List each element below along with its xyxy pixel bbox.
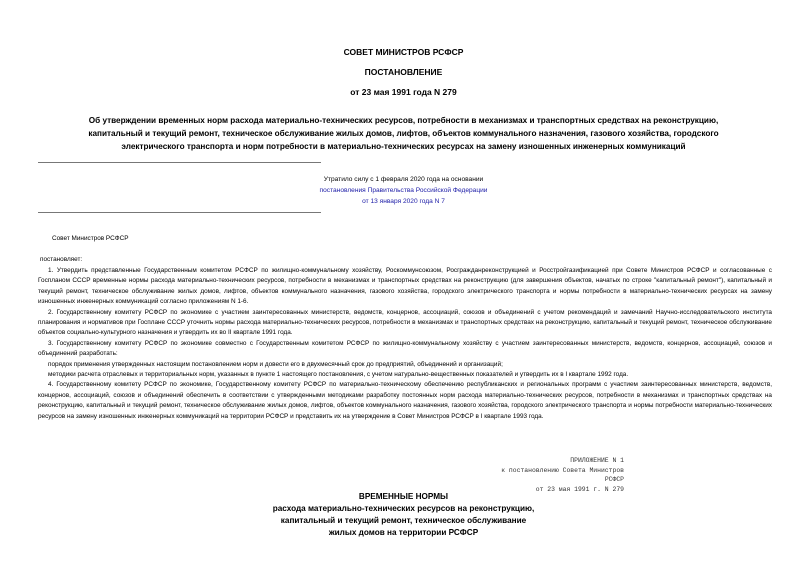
decrees-word: постановляет: xyxy=(40,256,83,263)
issuer: Совет Министров РСФСР xyxy=(52,235,129,242)
paragraph-3a: порядок применения утвержденных настоящим постановлением норм и довести его в двухмесячный срок до предприятий, объединений и организаций; xyxy=(48,360,503,368)
appendix-ref-line: РСФСР xyxy=(604,476,624,484)
status-note xyxy=(0,174,807,207)
council-heading: СОВЕТ МИНИСТРОВ РСФСР xyxy=(343,47,464,57)
doc-type-heading: ПОСТАНОВЛЕНИЕ xyxy=(364,67,443,77)
appendix-title-line: расхода материально-технических ресурсов на реконструкцию, xyxy=(272,504,535,513)
paragraph-3b: методики расчета отраслевых и территориальных норм, указанных в пункте 1 настоящего постановления, с учетом натурально-вещественных показателей и утвердить их в I квартале 1992 года. xyxy=(48,371,629,379)
appendix-title-line: капитальный и текущий ремонт, техническое обслуживание xyxy=(280,516,527,525)
appendix-reference xyxy=(470,456,624,494)
paragraph-3: 3. Государственному комитету РСФСР по экономике совместно с Государственным комитетом РСФСР по жилищно-коммунальному хозяйству с участием заинтересованных министерств, ведомств, концернов, ассоциаций, союзов и объединений разработать: xyxy=(38,339,772,358)
appendix-ref-line: от 23 мая 1991 г. N 279 xyxy=(535,485,624,493)
appendix-title-line: жилых домов на территории РСФСР xyxy=(328,528,479,537)
divider-bottom xyxy=(38,212,321,213)
appendix-title-heading: ВРЕМЕННЫЕ НОРМЫ xyxy=(358,492,449,501)
divider-top xyxy=(38,162,321,163)
repeal-link[interactable]: постановления Правительства Российской Федерации xyxy=(319,187,488,194)
appendix-ref-line: к постановлению Совета Министров xyxy=(501,466,624,474)
paragraph-4: 4. Государственному комитету РСФСР по экономике, Государственному комитету РСФСР по материально-техническому обеспечению республиканских и региональных программ с участием заинтересованных министерств, ведомств, концернов, ассоциаций, союзов и объединений обеспечить в соответствии с утвержденными методиками разработку постоянных норм расхода материально-технических ресурсов, потребности в механизмах и транспортных средствах на реконструкцию, капитальный и текущий ремонт, техническое обслуживание жилых домов, лифтов, объектов коммунального назначения, газового хозяйства, городского электрического транспорта и нормы потребности материально-технических ресурсов на замену изношенных инженерных коммуникаций на территории РСФСР и представить их на утверждение в Совет Министров РСФСР в I квартале 1993 года. xyxy=(38,381,772,420)
paragraph-2: 2. Государственному комитету РСФСР по экономике с участием заинтересованных министерств, ведомств, концернов, ассоциаций, союзов и объединений с учетом рекомендаций и замечаний Научно-исследовательского института планирования и нормативов при Госплане СССР уточнить нормы расхода материально-технических ресурсов, потребности в механизмах и транспортных средствах на реконструкцию, капитальный и текущий ремонт, техническое обслуживание объектов социально-культурного назначения и утвердить их во II квартале 1991 года. xyxy=(38,308,772,337)
paragraph-1: 1. Утвердить представленные Государственным комитетом РСФСР по жилищно-коммунальному хозяйству, Роскоммунсоюзом, Росгражданреконструкцией и Росстройгазификацией при Совете Министров РСФСР и согласованные с Госпланом СССР временные нормы расхода материально-технических ресурсов, потребности в механизмах и транспортных средствах на реконструкцию (для завершения объектов, начатых по строке "капитальный ремонт"), капитальный и текущий ремонт, техническое обслуживание жилых домов, лифтов, объектов коммунального назначения, газового хозяйства, городского электрического транспорта и нормы потребности в материально-технических ресурсах на замену изношенных инженерных коммуникаций согласно приложениям N 1-6. xyxy=(38,267,772,306)
document-title xyxy=(0,114,807,153)
title-line: капитальный и текущий ремонт, техническое обслуживание жилых домов, лифтов, объектов коммунального назначения, газового хозяйства, городского xyxy=(88,129,719,138)
decree-body xyxy=(38,266,772,422)
date-number: от 23 мая 1991 года N 279 xyxy=(350,87,457,97)
status-text: Утратило силу с 1 февраля 2020 года на основании xyxy=(323,176,484,183)
title-line: Об утверждении временных норм расхода материально-технических ресурсов, потребности в механизмах и транспортных средствах на реконструкцию, xyxy=(88,116,719,125)
appendix-label: ПРИЛОЖЕНИЕ N 1 xyxy=(570,457,624,464)
repeal-link-date[interactable]: от 13 января 2020 года N 7 xyxy=(362,198,445,205)
appendix-title xyxy=(0,491,807,539)
title-line: электрического транспорта и норм потребности в материально-технических ресурсах на замену изношенных инженерных коммуникаций xyxy=(121,142,686,151)
